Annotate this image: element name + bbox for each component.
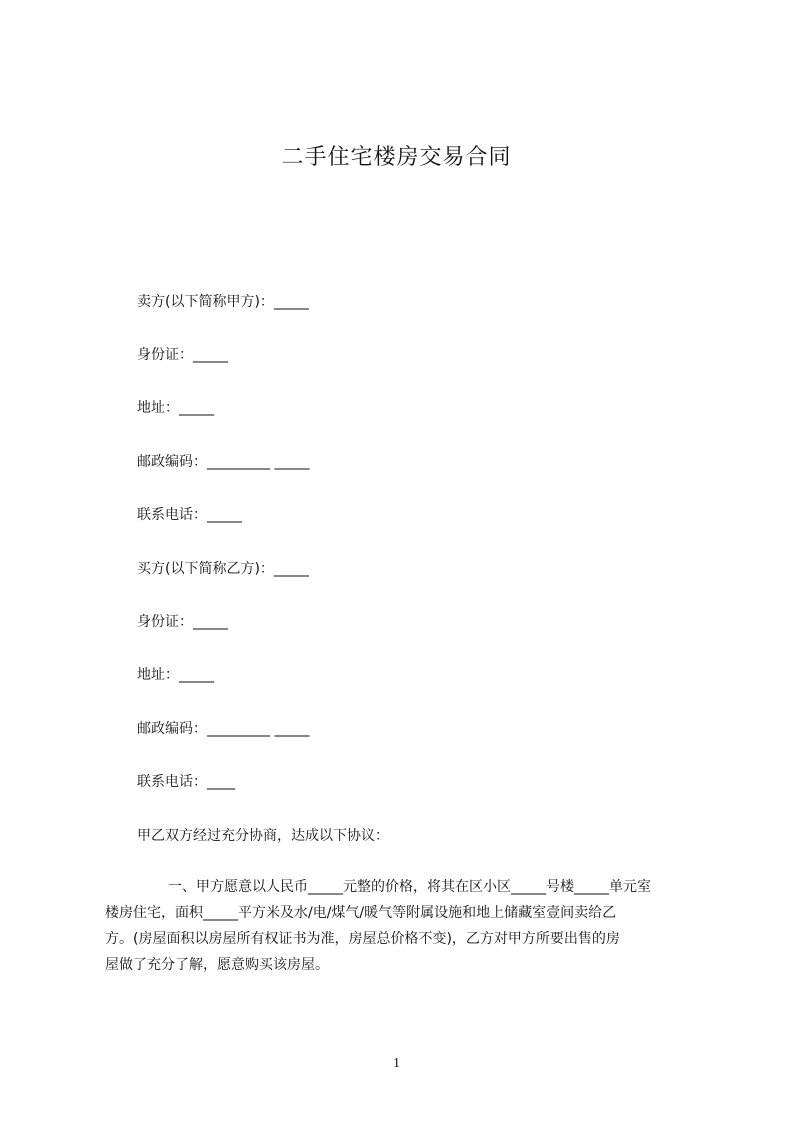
seller-party-field: 卖方(以下简称甲方)：_____ [137, 294, 309, 310]
buyer-id-card-field: 身份证：_____ [137, 614, 228, 630]
buyer-phone-field: 联系电话：____ [137, 774, 235, 790]
buyer-postal-code-field: 邮政编码：_________ _____ [137, 721, 310, 737]
clause-1-line-2: 楼房住宅，面积_____平方米及水/电/煤气/暖气等附属设施和地上储藏室壹间卖给乙 [105, 905, 617, 921]
agreement-intro: 甲乙双方经过充分协商，达成以下协议： [137, 828, 389, 844]
buyer-party-field: 买方(以下简称乙方)：_____ [137, 561, 309, 577]
buyer-address-field: 地址：_____ [137, 667, 214, 683]
seller-postal-code-field: 邮政编码：_________ _____ [137, 454, 310, 470]
clause-1-line-3: 方。(房屋面积以房屋所有权证书为准，房屋总价格不变)，乙方对甲方所要出售的房 [105, 931, 620, 947]
seller-phone-field: 联系电话：_____ [137, 507, 242, 523]
clause-1-line-4: 屋做了充分了解，愿意购买该房屋。 [105, 957, 329, 973]
document-title: 二手住宅楼房交易合同 [281, 145, 512, 170]
clause-1-paragraph [105, 874, 705, 978]
page-number: 1 [393, 1056, 400, 1071]
seller-address-field: 地址：_____ [137, 400, 214, 416]
seller-id-card-field: 身份证：_____ [137, 347, 228, 363]
clause-1-line-1: 一、甲方愿意以人民币_____元整的价格，将其在区小区_____号楼_____单元室 [168, 879, 651, 895]
